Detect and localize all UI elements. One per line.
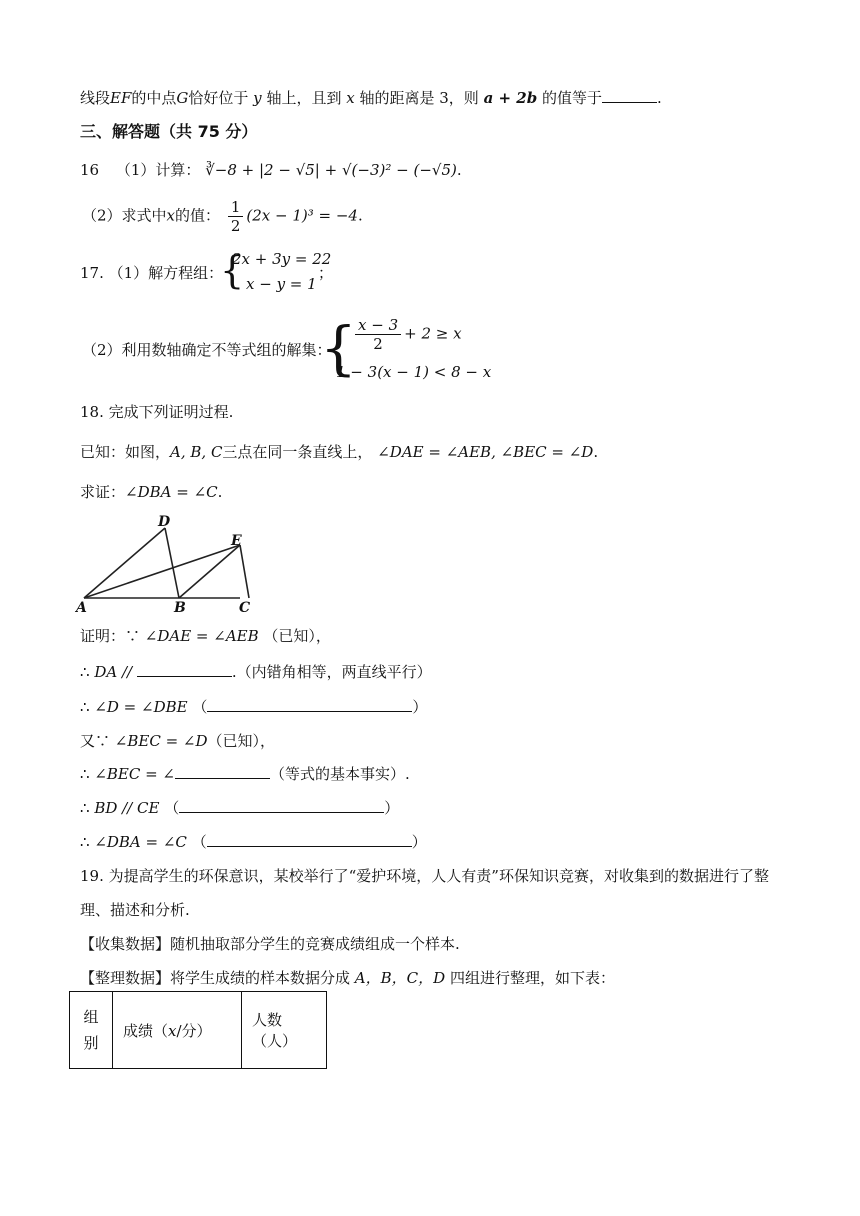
- q17-brace-2: {: [320, 314, 357, 382]
- q16-expr-d: − (−√5): [396, 161, 457, 179]
- proof-line-4: 又∵ ∠BEC = ∠D（已知），: [80, 732, 276, 750]
- q18-prove: 求证：∠DBA = ∠C.: [80, 483, 223, 501]
- proof-blank-2[interactable]: [137, 662, 232, 677]
- proof-line-3: ∴ ∠D = ∠DBE （ ）: [80, 698, 428, 716]
- q16-number: 16: [80, 161, 100, 179]
- q15-expr: a + 2b: [483, 89, 538, 107]
- q17-eq2: x − y = 1: [246, 275, 317, 293]
- label-e: E: [231, 533, 242, 549]
- q15-tail-line: 线段EF的中点G恰好位于 y 轴上，且到 x 轴的距离是 3，则 a + 2b 的值等于 .: [80, 89, 662, 107]
- q16-expr-a: ∛−8 +: [205, 161, 255, 179]
- label-b: B: [174, 600, 186, 616]
- q19-collect: 【收集数据】随机抽取部分学生的竞赛成绩组成一个样本.: [80, 935, 460, 953]
- table-row: [70, 992, 327, 1069]
- q17-ineq2: 1 − 3(x − 1) < 8 − x: [336, 363, 492, 381]
- line-ad: [84, 528, 165, 598]
- line-ae: [84, 545, 240, 598]
- label-d: D: [158, 514, 171, 530]
- q18-title: 18. 完成下列证明过程.: [80, 403, 234, 421]
- q18-given: 已知：如图，A, B, C三点在同一条直线上， ∠DAE = ∠AEB, ∠BEC = ∠D.: [80, 443, 599, 461]
- header-score: 成绩（x/分）: [113, 992, 242, 1069]
- q17-brace-1: {: [220, 248, 245, 292]
- q17-ineq1: $\frac{x - 3}{2}$ + 2 ≥ x: [352, 316, 462, 353]
- header-count: 人数（人）: [242, 992, 327, 1069]
- section-3-heading: 三、解答题（共 75 分）: [80, 122, 258, 141]
- q18-geometry-figure: [72, 512, 262, 616]
- q17-eq1: 2x + 3y = 22: [232, 250, 332, 268]
- q17-part1-label: 17. （1）解方程组：: [80, 264, 224, 282]
- q16-fraction: $\frac{1}{2}$: [228, 198, 244, 235]
- proof-line-7: ∴ ∠DBA = ∠C （ ）: [80, 833, 427, 851]
- proof-blank-5[interactable]: [175, 764, 270, 779]
- proof-blank-3[interactable]: [207, 697, 412, 712]
- q16-expr-b: |2 − √5|: [259, 161, 320, 179]
- q16-part2: （2）求式中x的值： $\frac{1}{2}$ (2x − 1)³ = −4.: [82, 198, 363, 235]
- q15-answer-blank[interactable]: [602, 88, 657, 103]
- q18-number: 18.: [80, 403, 104, 421]
- q19-organize: 【整理数据】将学生成绩的样本数据分成 A，B，C，D 四组进行整理，如下表：: [80, 969, 615, 987]
- proof-blank-7[interactable]: [207, 832, 412, 847]
- line-be: [179, 545, 240, 598]
- q17-part2-label: （2）利用数轴确定不等式组的解集：: [82, 341, 332, 359]
- proof-line-5: ∴ ∠BEC = ∠ （等式的基本事实）.: [80, 765, 410, 783]
- line-ec: [240, 545, 249, 598]
- q19-line-1: 19. 为提高学生的环保意识，某校举行了“爱护环境，人人有责”环保知识竞赛，对收集到的数据进行了整: [80, 867, 769, 885]
- q19-group-table: [69, 991, 327, 1069]
- label-a: A: [76, 600, 87, 616]
- header-group: 组 别: [70, 992, 113, 1069]
- proof-line-1: 证明：∵ ∠DAE = ∠AEB （已知），: [80, 627, 331, 645]
- q16-part1: 16 （1）计算： ∛−8 + |2 − √5| + √(−3)² − (−√5).: [80, 161, 462, 179]
- q16-expr-c: + √(−3)²: [324, 161, 392, 179]
- proof-line-2: ∴ DA // .（内错角相等，两直线平行）: [80, 663, 432, 681]
- proof-line-6: ∴ BD // CE （ ）: [80, 799, 400, 817]
- q19-line-2: 理、描述和分析.: [80, 901, 190, 919]
- line-db: [165, 528, 179, 598]
- q17-number: 17.: [80, 264, 104, 282]
- proof-blank-6[interactable]: [179, 798, 384, 813]
- label-c: C: [239, 600, 251, 616]
